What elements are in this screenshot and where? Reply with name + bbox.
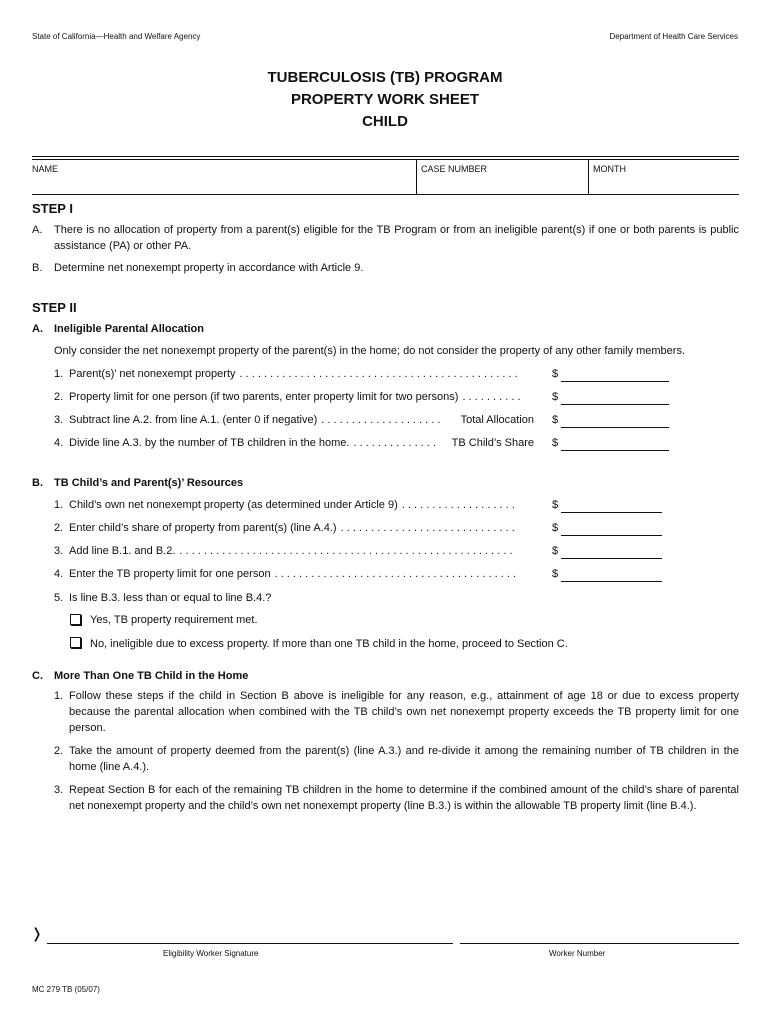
section-c-item1-text: Follow these steps if the child in Section B above is ineligible for any reason, e.g., attainment of age 18 or due to excess property because the parental allocation when combined with the TB child’s own net nonexempt property exceeds the TB property limit for one person.: [69, 690, 739, 734]
section-a-amount-field[interactable]: [561, 427, 669, 428]
section-c-heading: More Than One TB Child in the Home: [54, 670, 249, 682]
section-b-q5-text: Is line B.3. less than or equal to line B.4.?: [69, 592, 272, 604]
name-field[interactable]: [32, 159, 416, 195]
section-c-item1-num: 1.: [54, 690, 64, 702]
section-a-amount-field[interactable]: [561, 404, 669, 405]
section-b-dollar-sign: $: [552, 499, 559, 511]
section-a-item-label: Subtract line A.2. from line A.1. (enter 0 if negative): [69, 414, 318, 426]
section-b-item-label: Enter child’s share of property from parent(s) (line A.4.): [69, 522, 337, 534]
section-b-amount-field[interactable]: [561, 581, 662, 582]
section-b-item-num: 4.: [54, 568, 64, 580]
section-a-item-leader-dots: . . . . . . . . . . . . . .: [353, 437, 436, 449]
section-a-item-row: [69, 391, 534, 403]
section-c-item3-text: Repeat Section B for each of the remaining TB children in the home to determine if the combined amount of the child’s share of parental net nonexempt property and the child’s own net nonexempt property (line B.3.) is within the allowable TB property limit (line B.4.).: [69, 784, 739, 812]
step1-b-text: Determine net nonexempt property in accordance with Article 9.: [54, 262, 364, 274]
section-b-amount-field[interactable]: [561, 535, 662, 536]
section-a-item-label: Property limit for one person (if two parents, enter property limit for two persons): [69, 391, 459, 403]
section-c-letter: C.: [32, 670, 43, 682]
section-b-item-row: [69, 545, 534, 557]
step1-a-letter: A.: [32, 224, 43, 236]
department-label: Department of Health Care Services: [609, 32, 738, 41]
section-b-dollar-sign: $: [552, 568, 559, 580]
section-a-item-num: 4.: [54, 437, 64, 449]
no-checkbox-label: No, ineligible due to excess property. If more than one TB child in the home, proceed to Section C.: [90, 638, 568, 650]
section-a-item-num: 1.: [54, 368, 64, 380]
section-a-dollar-sign: $: [552, 391, 559, 403]
section-b-item-label: Child’s own net nonexempt property (as determined under Article 9): [69, 499, 398, 511]
section-b-q5-num: 5.: [54, 592, 64, 604]
section-a-item-leader-dots: . . . . . . . . . .: [462, 391, 521, 403]
section-a-item-suffix: Total Allocation: [460, 414, 534, 426]
top-rule: [32, 156, 739, 157]
section-c-item2-text: Take the amount of property deemed from the parent(s) (line A.3.) and re-divide it among the remaining number of TB children in the home (line A.4.).: [69, 745, 739, 773]
step1-b-letter: B.: [32, 262, 43, 274]
month-label: MONTH: [593, 164, 626, 174]
signature-line[interactable]: [47, 943, 453, 944]
section-b-item-num: 3.: [54, 545, 64, 557]
section-b-item-row: [69, 522, 534, 534]
section-b-dollar-sign: $: [552, 545, 559, 557]
section-a-dollar-sign: $: [552, 368, 559, 380]
form-title-line2: PROPERTY WORK SHEET: [290, 91, 480, 108]
worker-number-line[interactable]: [460, 943, 739, 944]
section-b-heading: TB Child’s and Parent(s)’ Resources: [54, 477, 244, 489]
section-b-item-leader-dots: . . . . . . . . . . . . . . . . . . . . . . . . . . . . . . . . . . . . . . . .: [274, 568, 516, 580]
section-a-heading: Ineligible Parental Allocation: [54, 323, 204, 335]
section-b-letter: B.: [32, 477, 43, 489]
section-b-item-label: Enter the TB property limit for one person: [69, 568, 271, 580]
section-a-amount-field[interactable]: [561, 450, 669, 451]
step1-a-text: There is no allocation of property from a parent(s) eligible for the TB Program or from an ineligible parent(s) if one or both parents is public assistance (PA) or other PA.: [54, 224, 739, 252]
section-b-item-label: Add line B.1. and B.2.: [69, 545, 176, 557]
yes-checkbox-label: Yes, TB property requirement met.: [90, 614, 258, 626]
signature-arrow-icon: ❭: [31, 925, 43, 941]
section-a-item-row: [69, 414, 534, 426]
name-label: NAME: [32, 164, 59, 174]
section-b-item-row: [69, 568, 534, 580]
section-a-item-suffix: TB Child’s Share: [451, 437, 534, 449]
section-b-amount-field[interactable]: [561, 558, 662, 559]
signature-label: Eligibility Worker Signature: [163, 949, 259, 958]
section-a-item-leader-dots: . . . . . . . . . . . . . . . . . . . .: [321, 414, 441, 426]
section-c-item2-num: 2.: [54, 745, 64, 757]
month-field[interactable]: [588, 159, 739, 195]
form-title-line1: TUBERCULOSIS (TB) PROGRAM: [267, 69, 503, 86]
section-a-amount-field[interactable]: [561, 381, 669, 382]
section-a-item-leader-dots: . . . . . . . . . . . . . . . . . . . . . . . . . . . . . . . . . . . . . . . . . . . . . .: [239, 368, 518, 380]
section-b-item-leader-dots: . . . . . . . . . . . . . . . . . . .: [401, 499, 515, 511]
section-b-item-num: 2.: [54, 522, 64, 534]
section-b-item-row: [69, 499, 534, 511]
step1-heading: STEP I: [32, 201, 73, 216]
section-b-item-num: 1.: [54, 499, 64, 511]
form-title-line3: CHILD: [362, 113, 408, 130]
section-b-dollar-sign: $: [552, 522, 559, 534]
section-a-dollar-sign: $: [552, 414, 559, 426]
case-number-label: CASE NUMBER: [421, 164, 488, 174]
step2-heading: STEP II: [32, 300, 77, 315]
section-a-item-num: 2.: [54, 391, 64, 403]
section-b-amount-field[interactable]: [561, 512, 662, 513]
section-b-item-leader-dots: . . . . . . . . . . . . . . . . . . . . . . . . . . . . .: [340, 522, 515, 534]
agency-label: State of California—Health and Welfare Agency: [32, 32, 201, 41]
section-a-item-row: [69, 368, 534, 380]
section-a-dollar-sign: $: [552, 437, 559, 449]
no-checkbox[interactable]: [70, 637, 81, 648]
section-a-item-label: Divide line A.3. by the number of TB children in the home.: [69, 437, 350, 449]
section-a-item-num: 3.: [54, 414, 64, 426]
section-c-item3-num: 3.: [54, 784, 64, 796]
worker-number-label: Worker Number: [549, 949, 606, 958]
form-id: MC 279 TB (05/07): [32, 985, 100, 994]
section-a-intro: Only consider the net nonexempt property of the parent(s) in the home; do not consider the property of any other family members.: [54, 345, 685, 357]
section-a-item-label: Parent(s)’ net nonexempt property: [69, 368, 236, 380]
case-number-field[interactable]: [416, 159, 588, 195]
section-a-item-row: [69, 437, 534, 449]
yes-checkbox[interactable]: [70, 614, 81, 625]
section-b-item-leader-dots: . . . . . . . . . . . . . . . . . . . . . . . . . . . . . . . . . . . . . . . . . . . . . . . . . . . . . . .: [179, 545, 513, 557]
section-a-letter: A.: [32, 323, 43, 335]
